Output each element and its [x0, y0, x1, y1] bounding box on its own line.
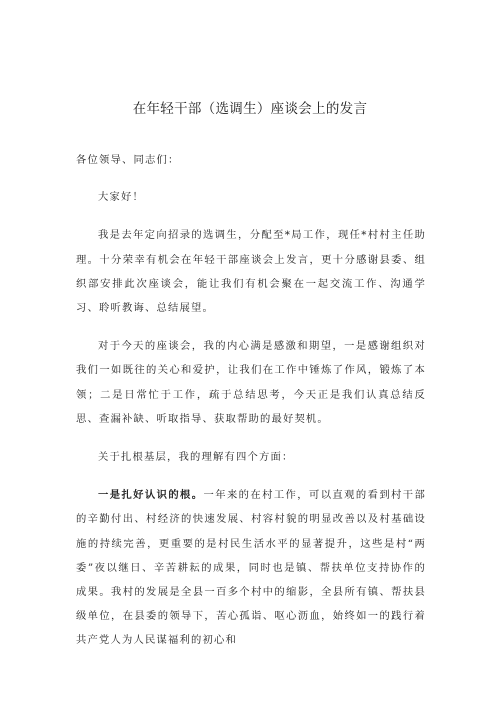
point-1-text: 一年来的在村工作，可以直观的看到村干部的辛勤付出、村经济的快速发展、村容村貌的明显改善以及村基础设施的持续完善，更重要的是村民生活水平的显著提升，这些是村“两委”夜以继日、辛苦耕耘的成果，同时也是镇、帮扶单位支持协作的成果。我村的发展是全县一百多个村中的缩影，全县所有镇、帮扶县级单位，在县委的领导下，苦心孤诣、呕心沥血，始终如一的践行着共产党人为人民谋福利的初心和: [76, 489, 426, 647]
paragraph-point-1: [76, 483, 426, 652]
greeting: 各位领导、同志们：: [76, 154, 180, 166]
document-body: [76, 148, 426, 667]
paragraph-four-aspects: 关于扎根基层，我的理解有四个方面：: [98, 451, 294, 464]
document-title: 在年轻干部（选调生）座谈会上的发言: [132, 101, 368, 117]
paragraph-gratitude: 对于今天的座谈会，我的内心满是感激和期望，一是感谢组织对我们一如既往的关心和爱护，让我们在工作中锤炼了作风，锻炼了本领；二是日常忙于工作，疏于总结思考，今天正是我们认真总结反思、查漏补缺、听取指导、获取帮助的最好契机。: [76, 340, 426, 425]
paragraph-intro: 我是去年定向招录的选调生，分配至*局工作，现任*村村主任助理。十分荣幸有机会在年轻干部座谈会上发言，更十分感谢县委、组织部安排此次座谈会，能让我们有机会聚在一起交流工作、沟通学习、聆听教诲、总结展望。: [76, 229, 426, 315]
hello-line: 大家好！: [98, 191, 144, 204]
point-1-lead: 一是扎好认识的根。: [98, 489, 204, 502]
